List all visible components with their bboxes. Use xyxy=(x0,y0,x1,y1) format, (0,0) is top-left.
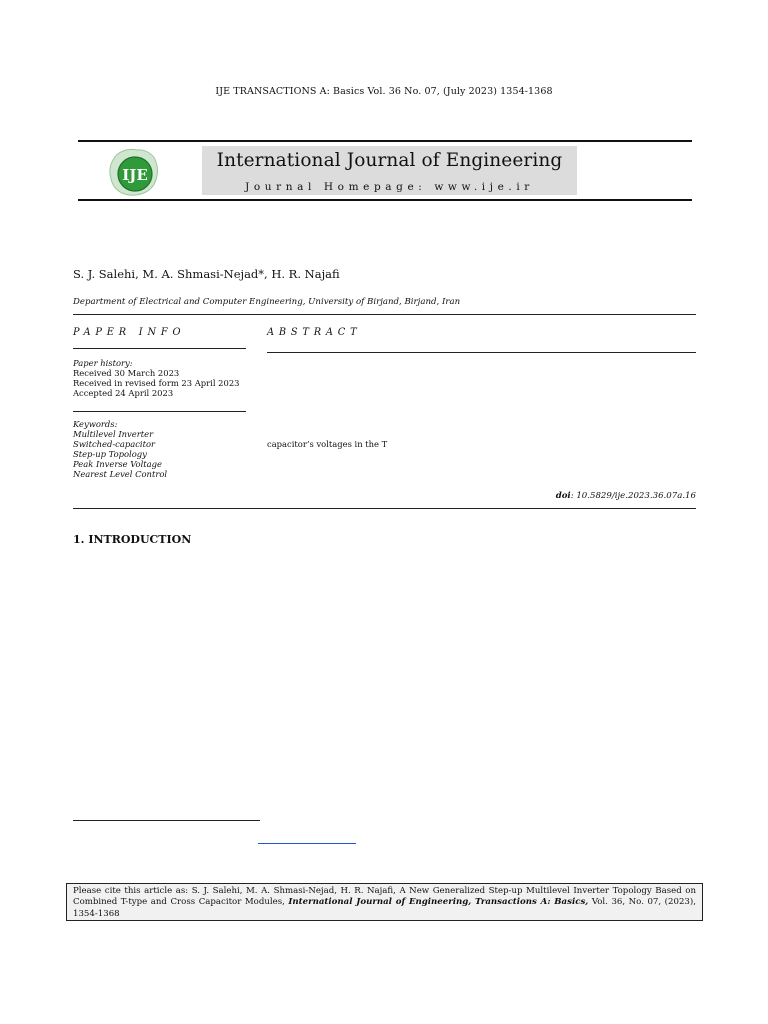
keywords-rule xyxy=(73,411,246,412)
revised-date: Received in revised form 23 April 2023 xyxy=(73,378,240,388)
keyword-item: Peak Inverse Voltage xyxy=(73,459,162,469)
abstract-heading: ABSTRACT xyxy=(267,327,362,338)
keyword-item: Multilevel Inverter xyxy=(73,429,154,439)
accepted-date: Accepted 24 April 2023 xyxy=(73,388,174,398)
running-head: IJE TRANSACTIONS A: Basics Vol. 36 No. 07, (July 2023) 1354-1368 xyxy=(215,86,553,97)
doi-value: : 10.5829/ije.2023.36.07a.16 xyxy=(570,491,696,501)
email-link-underline[interactable] xyxy=(258,843,356,844)
affiliation: Department of Electrical and Computer Engineering, University of Birjand, Birjand, Iran xyxy=(73,297,461,307)
citation-journal: International Journal of Engineering, Transactions A: Basics, xyxy=(288,897,589,908)
banner-top-rule xyxy=(78,140,692,142)
journal-homepage[interactable]: Journal Homepage: www.ije.ir xyxy=(245,181,534,193)
introduction-heading: 1. INTRODUCTION xyxy=(73,533,192,546)
received-date: Received 30 March 2023 xyxy=(73,368,180,378)
paper-info-rule xyxy=(73,348,246,349)
doi-label: doi xyxy=(555,491,571,501)
keyword-item: Nearest Level Control xyxy=(73,469,168,479)
logo-text: IJE xyxy=(122,166,148,184)
info-bottom-rule xyxy=(73,508,696,509)
author-list: S. J. Salehi, M. A. Shmasi-Nejad*, H. R. Najafi xyxy=(73,267,340,281)
citation-prefix: Please cite this article as: S. J. Salehi, M. A. Shmasi-Nejad, H. R. Najafi, A New Generalized Step-up Multilevel Inverter Topology Based on Combined T-type and Cross Capacitor Modules, xyxy=(73,886,696,908)
doi[interactable] xyxy=(500,491,696,501)
paper-info-heading: PAPER INFO xyxy=(73,327,186,338)
keywords-label: Keywords: xyxy=(73,419,118,429)
journal-logo xyxy=(107,146,161,198)
abstract-text: capacitor’s voltages in the T xyxy=(267,439,388,449)
banner-bottom-rule xyxy=(78,199,692,201)
abstract-rule xyxy=(267,352,696,353)
keyword-item: Switched-capacitor xyxy=(73,439,155,449)
keyword-item: Step-up Topology xyxy=(73,449,147,459)
journal-title: International Journal of Engineering xyxy=(216,150,563,171)
history-label: Paper history: xyxy=(73,358,133,368)
footnote-rule xyxy=(73,820,260,821)
citation-suffix: Vol. 36, No. 07, (2023), 1354-1368 xyxy=(73,897,696,919)
info-top-rule xyxy=(73,314,696,315)
citation-box xyxy=(66,883,703,921)
